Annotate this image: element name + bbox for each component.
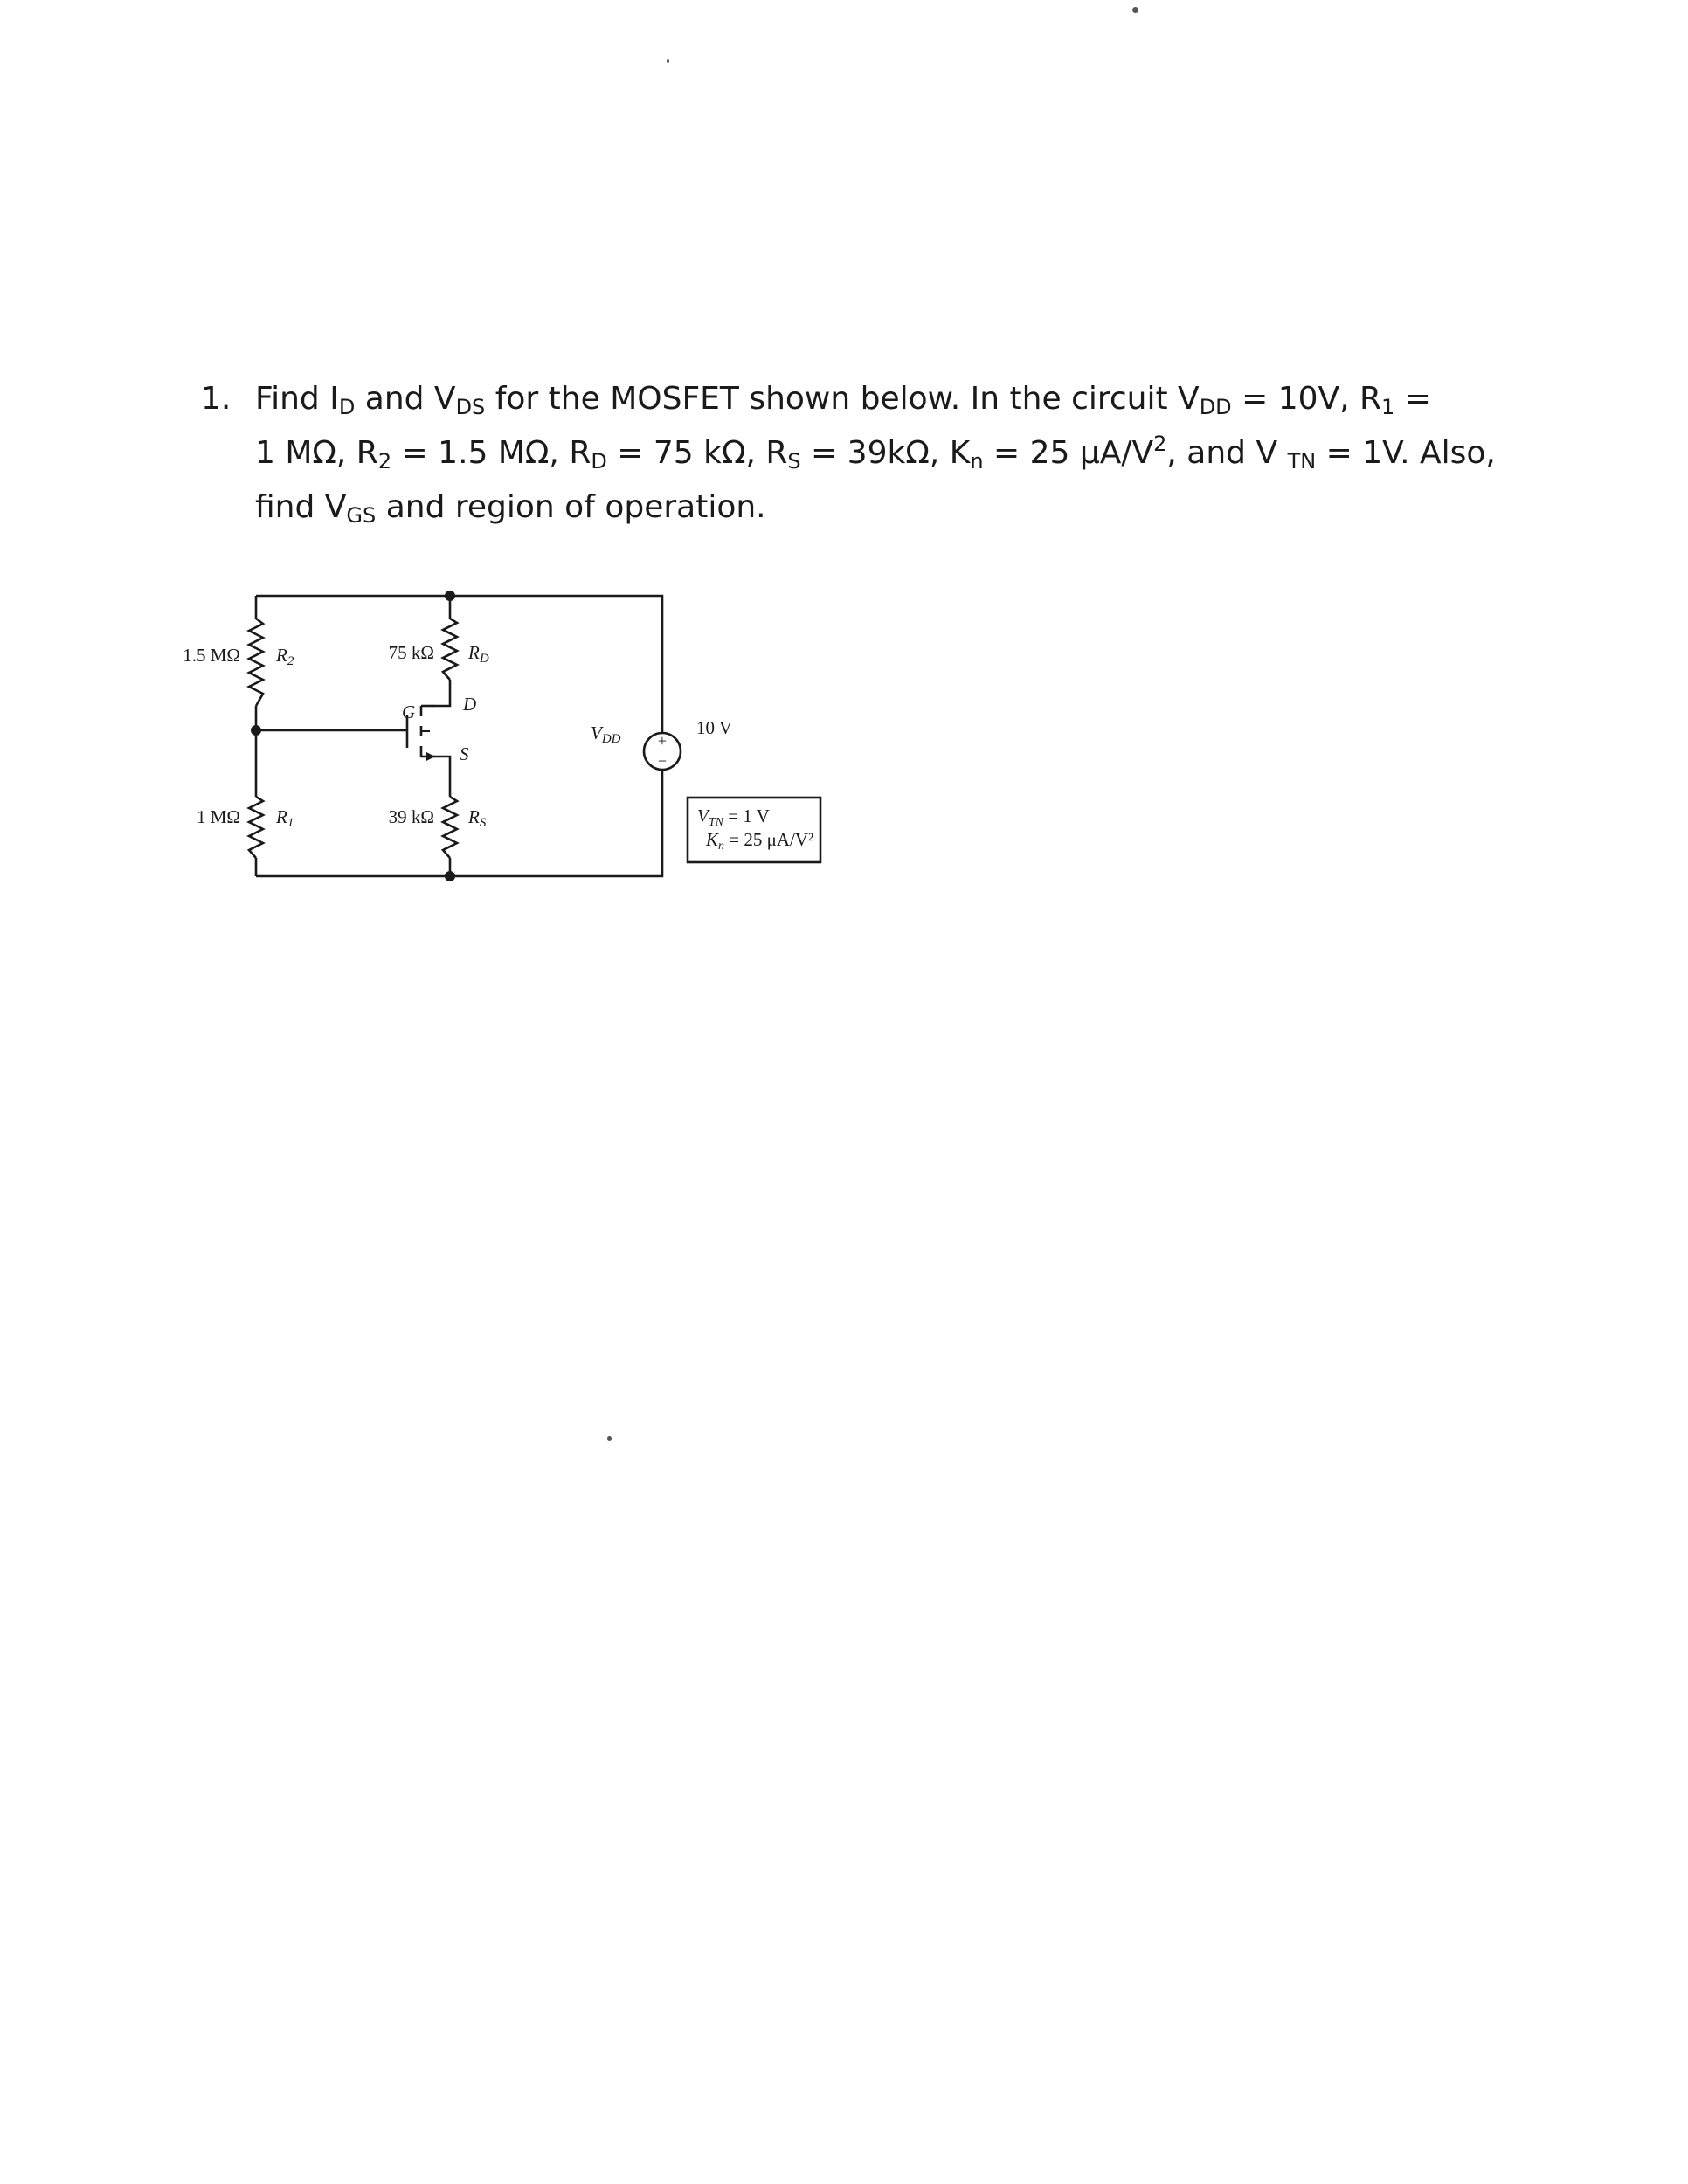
param-kn: Kn = 25 μA/V² (706, 829, 814, 853)
parameter-box (688, 798, 820, 862)
resistor-rd-symbol (443, 619, 457, 680)
resistor-r2-symbol (249, 619, 263, 706)
problem-line-3: find $V_{GS}$ and region of operation. (255, 489, 766, 528)
param-vtn: VTN = 1 V (697, 805, 770, 829)
scan-speck (607, 1436, 612, 1441)
rs-name-label: RS (468, 806, 487, 830)
gate-label: G (402, 702, 416, 722)
junction-dot-top (445, 591, 455, 601)
r2-value-label: 1.5 MΩ (183, 645, 240, 666)
rd-value-label: 75 kΩ (388, 642, 434, 663)
junction-dot-bottom (445, 871, 455, 881)
minus-sign: − (657, 752, 668, 770)
r1-name-label: R1 (276, 806, 294, 830)
resistor-rs-symbol (443, 797, 457, 858)
problem-line-1: Find $I_D$ and $V_{DS}$ for the MOSFET shown below. In the circuit $V_{DD} = 10V$, $R_1$ = (255, 381, 1431, 419)
drain-label: D (463, 694, 477, 715)
scan-speck (1132, 7, 1138, 13)
junction-dot-gate (251, 725, 261, 736)
problem-line-2: 1 MΩ, $R_2 = 1.5$ MΩ, $R_D = 75$ kΩ, $R_S = 39k\Omega$, $K_n = 25$ $\mu A/V^2$, and V $_{TN}$ = 1V. Also, (255, 432, 1496, 473)
r1-value-label: 1 MΩ (196, 806, 240, 827)
source-label: S (460, 743, 469, 764)
rs-value-label: 39 kΩ (388, 806, 434, 827)
vdd-value-label: 10 V (696, 717, 733, 738)
vdd-name-label: VDD (591, 722, 621, 746)
r2-name-label: R2 (276, 645, 294, 668)
scan-speck (667, 59, 669, 63)
resistor-r1-symbol (249, 797, 263, 858)
mosfet-circuit-diagram (157, 577, 909, 909)
rd-name-label: RD (468, 642, 489, 666)
plus-sign: + (657, 732, 668, 750)
problem-number: 1. (201, 381, 232, 417)
vdd-source-symbol (644, 732, 681, 770)
